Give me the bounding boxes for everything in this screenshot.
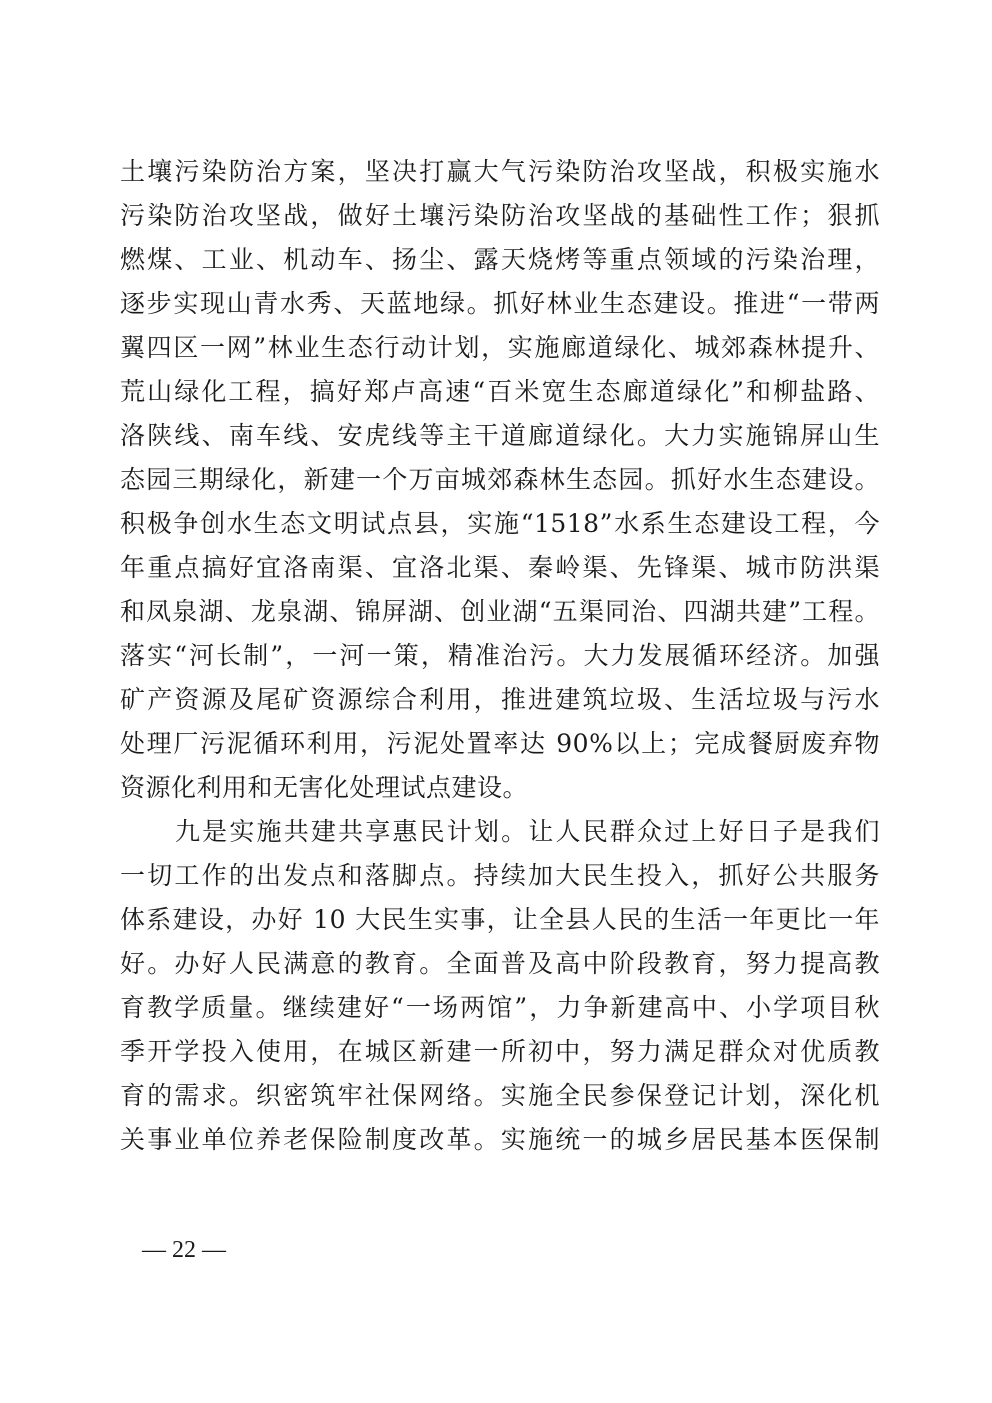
text-line: 翼四区一网”林业生态行动计划，实施廊道绿化、城郊森林提升、 [120, 333, 880, 362]
text-line: 污染防治攻坚战，做好土壤污染防治攻坚战的基础性工作；狠抓 [120, 201, 880, 230]
text-line: 一切工作的出发点和落脚点。持续加大民生投入，抓好公共服务 [120, 861, 880, 890]
text-line: 积极争创水生态文明试点县，实施“1518”水系生态建设工程，今 [120, 509, 880, 538]
text-line: 落实“河长制”，一河一策，精准治污。大力发展循环经济。加强 [120, 641, 880, 670]
text-line: 育的需求。织密筑牢社保网络。实施全民参保登记计划，深化机 [120, 1081, 880, 1110]
text-line: 态园三期绿化，新建一个万亩城郊森林生态园。抓好水生态建设。 [120, 465, 880, 494]
text-line: 荒山绿化工程，搞好郑卢高速“百米宽生态廊道绿化”和柳盐路、 [120, 377, 880, 406]
text-line: 育教学质量。继续建好“一场两馆”，力争新建高中、小学项目秋 [120, 993, 880, 1022]
page-number: — 22 — [142, 1237, 226, 1263]
text-line: 和凤泉湖、龙泉湖、锦屏湖、创业湖“五渠同治、四湖共建”工程。 [120, 597, 880, 626]
text-line: 处理厂污泥循环利用，污泥处置率达 90%以上；完成餐厨废弃物 [120, 729, 880, 758]
text-line: 好。办好人民满意的教育。全面普及高中阶段教育，努力提高教 [120, 949, 880, 978]
paragraph-end-line: 资源化利用和无害化处理试点建设。 [120, 773, 529, 802]
text-line: 年重点搞好宜洛南渠、宜洛北渠、秦岭渠、先锋渠、城市防洪渠 [120, 553, 880, 582]
text-line: 逐步实现山青水秀、天蓝地绿。抓好林业生态建设。推进“一带两 [120, 289, 880, 318]
text-line: 体系建设，办好 10 大民生实事，让全县人民的生活一年更比一年 [120, 905, 880, 934]
text-line: 季开学投入使用，在城区新建一所初中，努力满足群众对优质教 [120, 1037, 880, 1066]
text-line: 土壤污染防治方案，坚决打赢大气污染防治攻坚战，积极实施水 [120, 157, 880, 186]
text-line: 矿产资源及尾矿资源综合利用，推进建筑垃圾、生活垃圾与污水 [120, 685, 880, 714]
text-line: 关事业单位养老保险制度改革。实施统一的城乡居民基本医保制 [120, 1125, 880, 1154]
body-text [120, 150, 880, 1162]
text-line: 洛陕线、南车线、安虎线等主干道廊道绿化。大力实施锦屏山生 [120, 421, 880, 450]
paragraph-start-line: 九是实施共建共享惠民计划。让人民群众过上好日子是我们 [175, 817, 880, 846]
text-line: 燃煤、工业、机动车、扬尘、露天烧烤等重点领域的污染治理， [120, 245, 880, 274]
